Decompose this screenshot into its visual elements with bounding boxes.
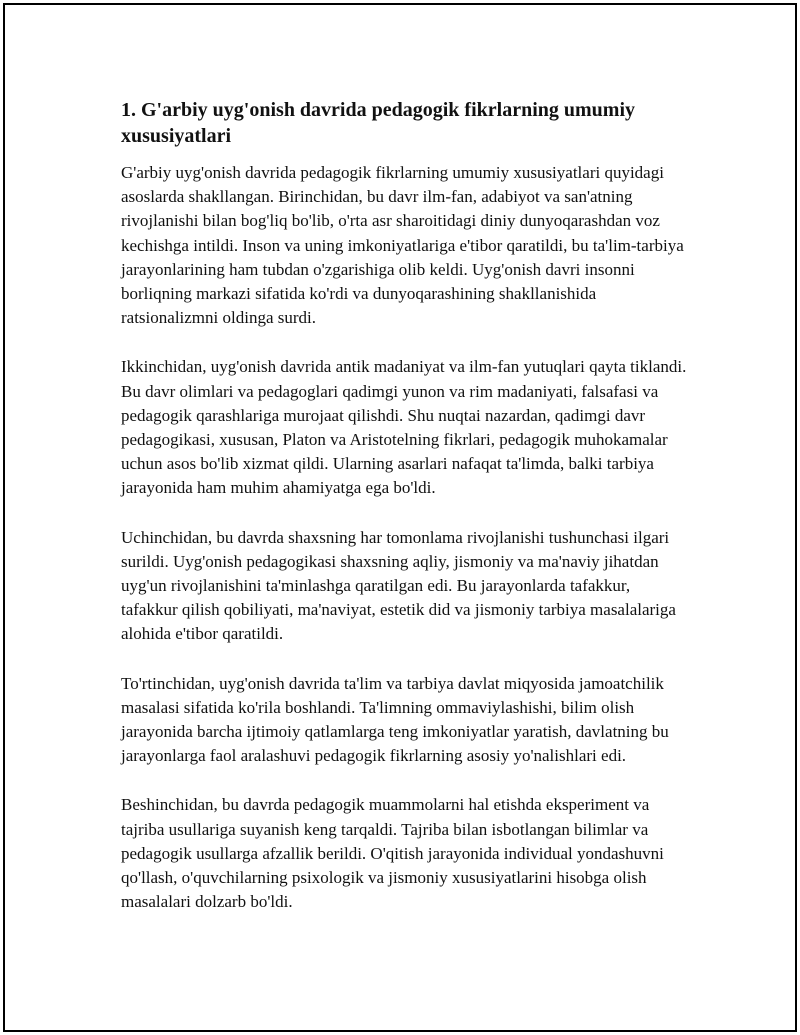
paragraph-1: G'arbiy uyg'onish davrida pedagogik fikrlarning umumiy xususiyatlari quyidagi asoslarda shakllangan. Birinchidan, bu davr ilm-fan, adabiyot va san'atning rivojlanishi bilan bog'liq bo'lib, o'rta asr sharoitidagi diniy dunyoqarashdan voz kechishga intildi. Inson va uning imkoniyatlariga e'tibor qaratildi, bu ta'lim-tarbiya jarayonlarining ham tubdan o'zgarishiga olib keldi. Uyg'onish davri insonni borliqning markazi sifatida ko'rdi va dunyoqarashining shakllanishida ratsionalizmni oldinga surdi. <box>121 163 684 328</box>
paragraph-4: To'rtinchidan, uyg'onish davrida ta'lim va tarbiya davlat miqyosida jamoatchilik masalasi sifatida ko'rila boshlandi. Ta'limning ommaviylashishi, bilim olish jarayonida barcha ijtimoiy qatlamlarga teng imkoniyatlar yaratish, davlatning bu jarayonlarga faol aralashuvi pedagogik fikrlarning asosiy yo'nalishlari edi. <box>121 673 669 766</box>
page-frame <box>3 3 797 1032</box>
section-heading: 1. G'arbiy uyg'onish davrida pedagogik fikrlarning umumiy xususiyatlari <box>121 99 635 147</box>
paragraph-5: Beshinchidan, bu davrda pedagogik muammolarni hal etishda eksperiment va tajriba usullariga suyanish keng tarqaldi. Tajriba bilan isbotlangan bilimlar va pedagogik usullarga afzallik berildi. O'qitish jarayonida individual yondashuvni qo'llash, o'quvchilarning psixologik va jismoniy xususiyatlarini hisobga olish masalalari dolzarb bo'ldi. <box>121 795 664 912</box>
paragraph-3: Uchinchidan, bu davrda shaxsning har tomonlama rivojlanishi tushunchasi ilgari surildi. Uyg'onish pedagogikasi shaxsning aqliy, jismoniy va ma'naviy jihatdan uyg'un rivojlanishini ta'minlashga qaratilgan edi. Bu jarayonlarda tafakkur, tafakkur qilish qobiliyati, ma'naviyat, estetik did va jismoniy tarbiya masalalariga alohida e'tibor qaratildi. <box>121 527 676 644</box>
paragraph-2: Ikkinchidan, uyg'onish davrida antik madaniyat va ilm-fan yutuqlari qayta tiklandi. Bu davr olimlari va pedagoglari qadimgi yunon va rim madaniyati, falsafasi va pedagogik qarashlariga murojaat qilishdi. Shu nuqtai nazardan, qadimgi davr pedagogikasi, xususan, Platon va Aristotelning fikrlari, pedagogik muhokamalar uchun asos bo'lib xizmat qildi. Ularning asarlari nafaqat ta'limda, balki tarbiya jarayonida ham muhim ahamiyatga ega bo'ldi. <box>121 357 687 498</box>
document-body <box>121 97 691 939</box>
